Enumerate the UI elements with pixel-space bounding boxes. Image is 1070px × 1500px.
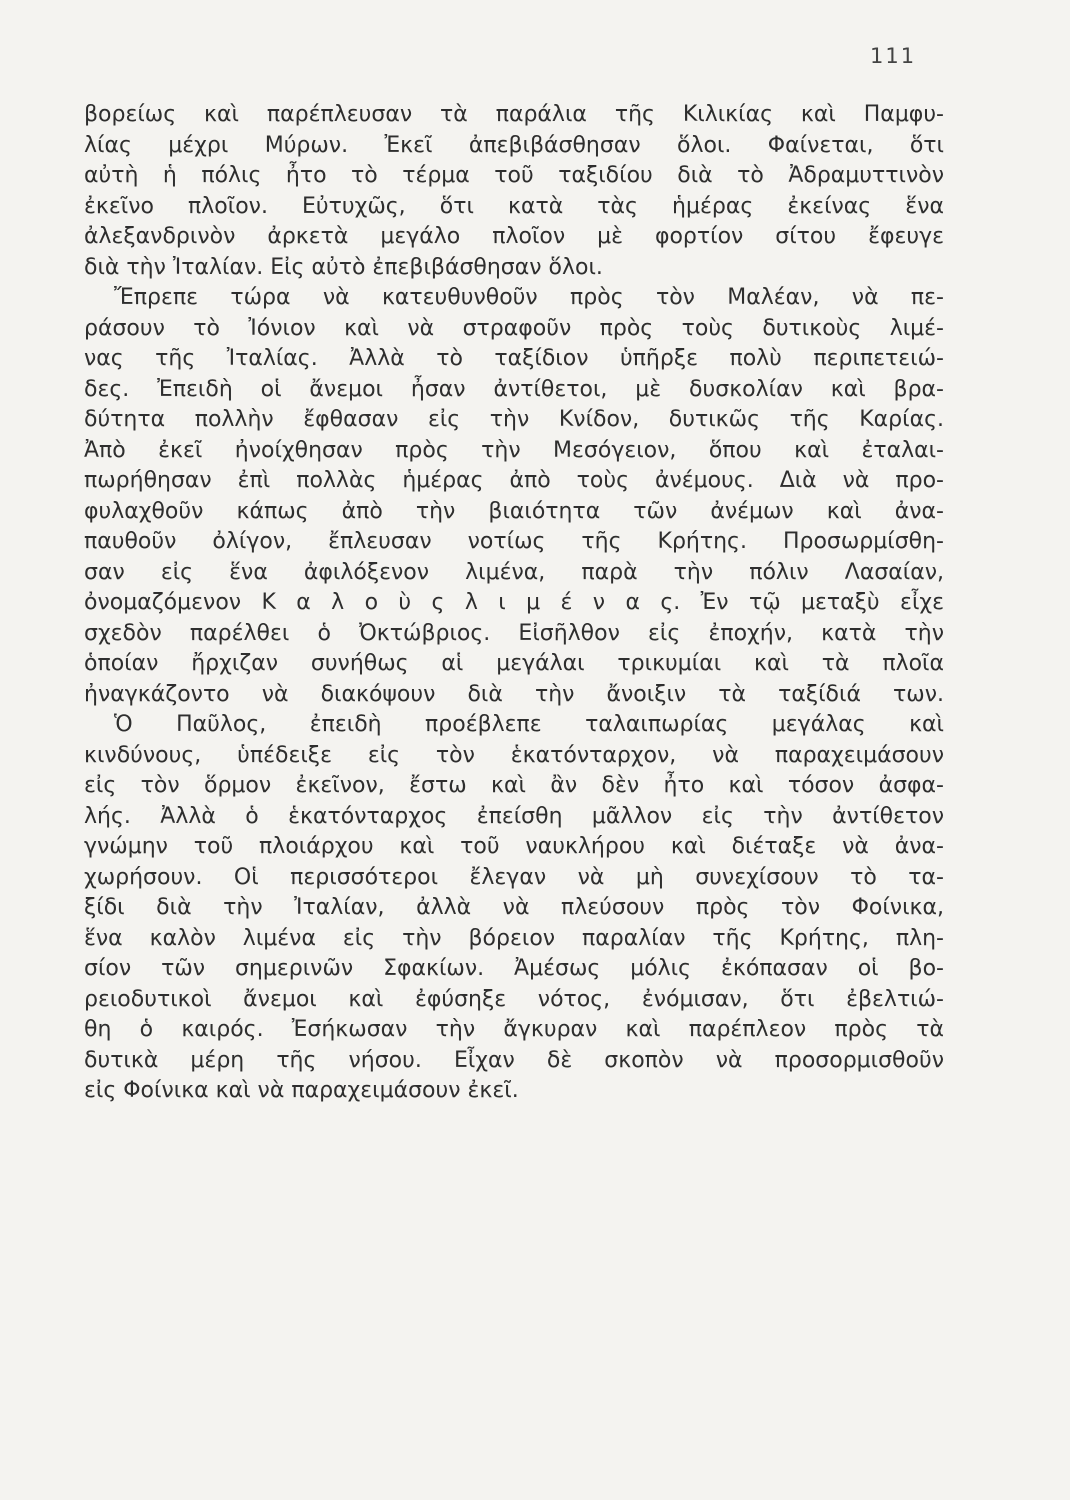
text-line: σαν εἰς ἕνα ἀφιλόξενον λιμένα, παρὰ τὴν πόλιν Λασαίαν,: [84, 559, 944, 585]
text-line: θη ὁ καιρός. Ἐσήκωσαν τὴν ἄγκυραν καὶ παρέπλεον πρὸς τὰ: [84, 1017, 944, 1042]
text-line: κινδύνους, ὑπέδειξε εἰς τὸν ἑκατόνταρχον, νὰ παραχειμάσουν: [84, 742, 944, 768]
text-line: δύτητα πολλὴν ἔφθασαν εἰς τὴν Κνίδον, δυτικῶς τῆς Καρίας.: [84, 407, 944, 432]
text-line: δυτικὰ μέρη τῆς νήσου. Εἶχαν δὲ σκοπὸν νὰ προσορμισθοῦν: [84, 1047, 944, 1073]
text-line: χωρήσουν. Οἱ περισσότεροι ἔλεγαν νὰ μὴ συνεχίσουν τὸ τα-: [84, 864, 944, 890]
text-line: σχεδὸν παρέλθει ὁ Ὀκτώβριος. Εἰσῆλθον εἰς ἐποχήν, κατὰ τὴν: [84, 620, 944, 646]
page-number: 111: [870, 44, 917, 68]
text-line: γνώμην τοῦ πλοιάρχου καὶ τοῦ ναυκλήρου καὶ διέταξε νὰ ἀνα-: [84, 834, 944, 859]
text-line: αὐτὴ ἡ πόλις ἦτο τὸ τέρμα τοῦ ταξιδίου διὰ τὸ Ἀδραμυττινὸν: [84, 163, 944, 188]
text-line: λίας μέχρι Μύρων. Ἐκεῖ ἀπεβιβάσθησαν ὅλοι. Φαίνεται, ὅτι: [84, 132, 944, 158]
text-line: Ἔπρεπε τώρα νὰ κατευθυνθοῦν πρὸς τὸν Μαλέαν, νὰ πε-: [114, 285, 944, 310]
text-line: ἀλεξανδρινὸν ἀρκετὰ μεγάλο πλοῖον μὲ φορτίον σίτου ἔφευγε: [84, 224, 944, 249]
text-line: ἕνα καλὸν λιμένα εἰς τὴν βόρειον παραλίαν τῆς Κρήτης, πλη-: [84, 925, 944, 951]
text-line: παυθοῦν ὀλίγον, ἔπλευσαν νοτίως τῆς Κρήτης. Προσωρμίσθη-: [84, 529, 944, 554]
text-line: διὰ τὴν Ἰταλίαν. Εἰς αὐτὸ ἐπεβιβάσθησαν ὅλοι.: [84, 254, 603, 280]
text-line: ρειοδυτικοὶ ἄνεμοι καὶ ἐφύσηξε νότος, ἐνόμισαν, ὅτι ἐβελτιώ-: [84, 986, 944, 1012]
text-line: εἰς Φοίνικα καὶ νὰ παραχειμάσουν ἐκεῖ.: [84, 1078, 519, 1103]
text-line: ὁποίαν ἤρχιζαν συνήθως αἱ μεγάλαι τρικυμίαι καὶ τὰ πλοῖα: [84, 651, 944, 676]
text-line: νας τῆς Ἰταλίας. Ἀλλὰ τὸ ταξίδιον ὑπῆρξε πολὺ περιπετειώ-: [84, 346, 944, 371]
text-line: πωρήθησαν ἐπὶ πολλὰς ἡμέρας ἀπὸ τοὺς ἀνέμους. Διὰ νὰ προ-: [84, 468, 944, 493]
text-line: ἠναγκάζοντο νὰ διακόψουν διὰ τὴν ἄνοιξιν τὰ ταξίδιά των.: [84, 681, 944, 707]
text-line: λής. Ἀλλὰ ὁ ἑκατόνταρχος ἐπείσθη μᾶλλον εἰς τὴν ἀντίθετον: [84, 803, 944, 829]
text-line: Ὁ Παῦλος, ἐπειδὴ προέβλεπε ταλαιπωρίας μεγάλας καὶ: [114, 712, 944, 737]
body-text: [84, 100, 944, 1107]
text-line: ξίδι διὰ τὴν Ἰταλίαν, ἀλλὰ νὰ πλεύσουν πρὸς τὸν Φοίνικα,: [84, 895, 944, 920]
text-line: σίον τῶν σημερινῶν Σφακίων. Ἀμέσως μόλις ἐκόπασαν οἱ βο-: [84, 956, 944, 981]
text-line: φυλαχθοῦν κάπως ἀπὸ τὴν βιαιότητα τῶν ἀνέμων καὶ ἀνα-: [84, 498, 944, 524]
text-line: δες. Ἐπειδὴ οἱ ἄνεμοι ἦσαν ἀντίθετοι, μὲ δυσκολίαν καὶ βρα-: [84, 376, 944, 402]
text-line: εἰς τὸν ὅρμον ἐκεῖνον, ἔστω καὶ ἂν δὲν ἦτο καὶ τόσον ἀσφα-: [84, 773, 944, 798]
text-line: ράσουν τὸ Ἰόνιον καὶ νὰ στραφοῦν πρὸς τοὺς δυτικοὺς λιμέ-: [84, 315, 944, 341]
text-line: βορείως καὶ παρέπλευσαν τὰ παράλια τῆς Κιλικίας καὶ Παμφυ-: [84, 102, 944, 127]
text-line: ὀνομαζόμενον Κ α λ ο ὺ ς λ ι μ έ ν α ς. Ἐν τῷ μεταξὺ εἶχε: [84, 590, 944, 615]
text-line: Ἀπὸ ἐκεῖ ἠνοίχθησαν πρὸς τὴν Μεσόγειον, ὅπου καὶ ἐταλαι-: [84, 437, 944, 463]
text-line: ἐκεῖνο πλοῖον. Εὐτυχῶς, ὅτι κατὰ τὰς ἡμέρας ἐκείνας ἕνα: [84, 193, 944, 219]
